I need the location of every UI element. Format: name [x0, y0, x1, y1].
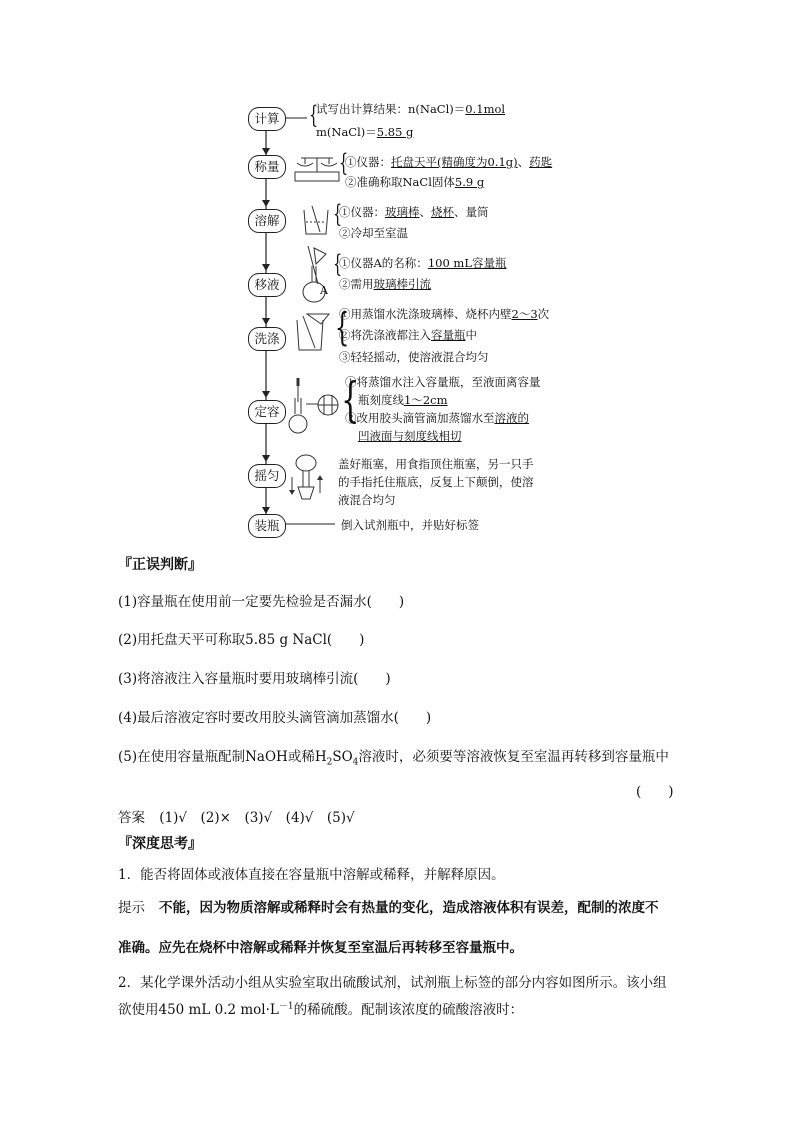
wash-l2-prefix: ②将洗涤液都注入: [339, 328, 431, 342]
wash-beaker-illustration: [291, 310, 335, 354]
weigh-l1-value: 托盘天平(精确度为0.1g): [391, 155, 518, 169]
step-transfer: 移液: [248, 273, 286, 297]
transfer-line1: [339, 255, 506, 271]
transfer-l1-prefix: ①仪器A的名称：: [339, 256, 428, 270]
judge-item-3: (3)将溶液注入容量瓶时要用玻璃棒引流( ): [118, 671, 391, 687]
transfer-line2: [339, 276, 431, 292]
weigh-l1-value2: 药匙: [529, 155, 553, 169]
fix-line1: ①将蒸馏水注入容量瓶，至液面离容量: [345, 375, 541, 389]
fix-l4-value: 凹液面与刻度线相切: [358, 429, 462, 443]
judge-header-text: 正误判断: [132, 557, 188, 573]
dissolve-l1-rest: 、量筒: [454, 205, 489, 219]
step-wash: 洗涤: [248, 327, 286, 351]
think-question-1: 1．能否将固体或液体直接在容量瓶中溶解或稀释，并解释原因。: [118, 867, 505, 883]
answer-values: (1)√ (2)× (3)√ (4)√ (5)√: [159, 810, 355, 826]
weigh-l2-value: 5.9 g: [454, 175, 485, 189]
judge-item-5: [118, 745, 669, 768]
beaker-stir-illustration: [300, 204, 332, 236]
fix-line3: [345, 410, 529, 426]
dissolve-line2: ②冷却至室温: [339, 226, 408, 240]
brace-weigh: {: [339, 149, 349, 177]
shake-line3: 液混合均匀: [338, 493, 396, 507]
wash-line3: ③轻轻摇动，使溶液混合均匀: [339, 350, 489, 364]
think-header-text: 深度思考: [132, 836, 188, 852]
judge-item5-b: SO: [332, 749, 353, 765]
fix-flask-illustration: [288, 376, 344, 436]
fix-l2-prefix: 瓶刻度线: [358, 393, 404, 407]
step-dissolve: 溶解: [248, 209, 286, 233]
think-hint-line2: 准确。应先在烧杯中溶解或稀释并恢复至室温后再转移至容量瓶中。: [118, 940, 523, 956]
shake-line1: 盖好瓶塞，用食指顶住瓶塞，另一只手: [338, 457, 534, 471]
think-hint-line1: [118, 896, 659, 916]
judge-item-1: (1)容量瓶在使用前一定要先检验是否漏水( ): [118, 594, 405, 610]
wash-line1: [339, 306, 549, 322]
step-calc: 计算: [248, 107, 286, 131]
think-question-2-line1: 2．某化学课外活动小组从实验室取出硫酸试剂，试剂瓶上标签的部分内容如图所示。该小组: [118, 975, 667, 991]
think-question-2-line2: [118, 998, 523, 1018]
brace-transfer: {: [333, 250, 343, 278]
judge-answer: [118, 806, 355, 826]
weigh-l2-prefix: ②准确称取NaCl固体: [345, 175, 455, 189]
wash-l1-value: 2～3: [511, 307, 538, 321]
fix-l2-value: 1～2cm: [404, 393, 448, 407]
volumetric-flask-illustration: [294, 244, 334, 306]
fix-line4: [358, 428, 462, 444]
fix-line2: [358, 392, 447, 408]
fix-l3-value: 溶液的: [494, 411, 529, 425]
shake-line2: 的手指托住瓶底，反复上下颠倒，使溶: [338, 475, 534, 489]
calc-line2: [316, 124, 413, 140]
weigh-line1: [345, 154, 552, 170]
flask-label-a: A: [320, 284, 328, 297]
hint-label: 提示: [118, 900, 145, 916]
balance-illustration: [293, 150, 341, 184]
dissolve-l1-prefix: ①仪器：: [339, 205, 385, 219]
step-shake: 摇匀: [248, 464, 286, 488]
judge-item5-a: (5)在使用容量瓶配制NaOH或稀H: [118, 749, 327, 765]
calc-line1-value: 0.1mol: [465, 102, 506, 116]
calc-line1-prefix: 试写出计算结果：n(NaCl)＝: [316, 102, 466, 116]
judge-item-4: (4)最后溶液定容时要改用胶头滴管滴加蒸馏水( ): [118, 710, 432, 726]
shake-illustration: [288, 447, 324, 503]
weigh-l1-prefix: ①仪器：: [345, 155, 391, 169]
transfer-l1-value: 100 mL容量瓶: [427, 256, 507, 270]
brace-dissolve: {: [333, 200, 343, 228]
weigh-line2: [345, 174, 484, 190]
wash-l2-value: 容量瓶: [431, 328, 466, 342]
judge-item5-sub1: 2: [326, 757, 333, 768]
answer-label: 答案: [118, 810, 145, 826]
dissolve-l1-value: 玻璃棒: [385, 205, 420, 219]
wash-l1-prefix: ①用蒸馏水洗涤玻璃棒、烧杯内壁: [339, 307, 512, 321]
calc-line2-value: 5.85 g: [376, 125, 414, 139]
transfer-l2-value: 玻璃棒引流: [373, 277, 431, 291]
wash-l1-suffix: 次: [537, 307, 550, 321]
fix-l3-prefix: ②改用胶头滴管滴加蒸馏水至: [345, 411, 495, 425]
dissolve-line1: [339, 204, 489, 220]
dissolve-l1-value2: 烧杯: [431, 205, 454, 219]
weigh-l1-sep: 、: [517, 155, 530, 169]
brace-fix: {: [341, 372, 360, 428]
wash-line2: [339, 327, 477, 343]
bottle-text: 倒入试剂瓶中，并贴好标签: [341, 518, 479, 532]
calc-line2-prefix: m(NaCl)＝: [316, 125, 377, 139]
section-think-header: 『深度思考』: [118, 836, 202, 852]
section-judge-header: 『正误判断』: [118, 557, 202, 573]
judge-item5-sub2: 4: [352, 757, 359, 768]
calc-line1: [316, 101, 505, 117]
dissolve-l1-sep: 、: [419, 205, 431, 219]
brace-wash: {: [334, 305, 350, 349]
judge-item-2: (2)用托盘天平可称取5.85 g NaCl( ): [118, 632, 365, 648]
step-bottle: 装瓶: [248, 514, 286, 538]
judge-item5-paren: ( ): [636, 784, 674, 800]
q2-line2-a: 欲使用450 mL 0.2 mol·L: [118, 1002, 279, 1018]
q2-line2-b: 的稀硫酸。配制该浓度的硫酸溶液时：: [293, 1002, 524, 1018]
wash-l2-suffix: 中: [465, 328, 477, 342]
hint-line1-text: 不能，因为物质溶解或稀释时会有热量的变化，造成溶液体积有误差，配制的浓度不: [159, 900, 659, 916]
transfer-l2-prefix: ②需用: [339, 277, 374, 291]
brace-calc: {: [309, 101, 319, 129]
step-fix: 定容: [248, 400, 286, 424]
judge-item5-c: 溶液时，必须要等溶液恢复至室温再转移到容量瓶中: [358, 749, 669, 765]
step-weigh: 称量: [248, 155, 286, 179]
q2-line2-sup: －1: [278, 1001, 294, 1012]
